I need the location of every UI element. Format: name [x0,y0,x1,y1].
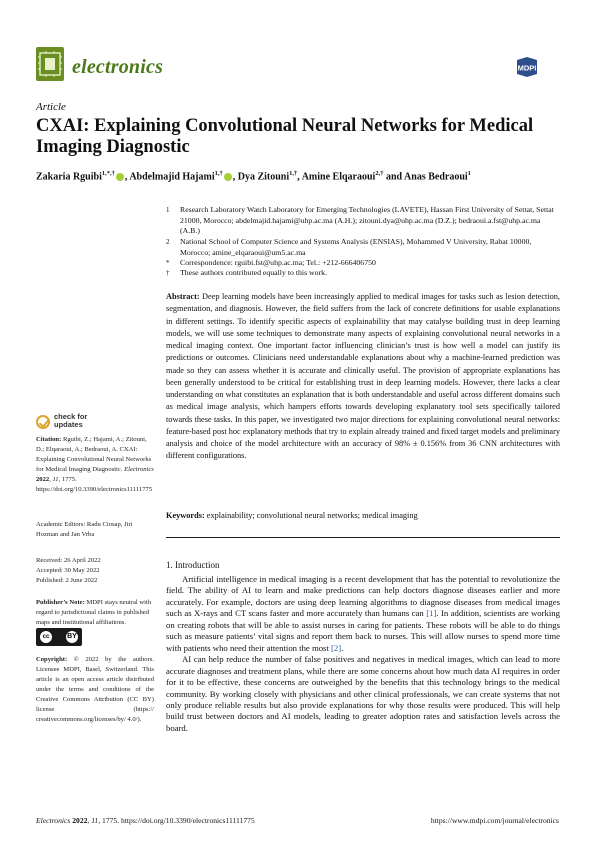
accepted-date: Accepted: 30 May 2022 [36,567,100,574]
check-for-updates-button[interactable] [36,413,96,435]
section-heading [166,560,220,570]
cc-icon: cc [40,631,52,643]
author-separator: , [297,171,302,183]
keywords-label: Keywords: [166,511,205,520]
orcid-icon[interactable] [224,173,232,181]
author-name: Anas Bedraoui [404,171,468,183]
citation-link[interactable]: [2] [331,642,342,653]
journal-logo-icon [36,47,64,81]
citation-volume: 11 [52,476,59,483]
section-number: 1. [166,560,173,570]
cc-by-license-icon[interactable] [36,628,82,646]
affiliation-mark: † [166,269,170,277]
footer-citation: Electronics 2022, 11, 1775. https://doi.org/10.3390/electronics11111775 [36,816,255,825]
author-name: Dya Zitouni [237,171,290,183]
publisher-note-text: MDPI stays neutral with regard to jurisdictional claims in published maps and institutional affiliations. [36,599,152,626]
abstract-label: Abstract: [166,292,200,301]
author-list [36,167,576,183]
citation-block: Citation: Rguibi, Z.; Hajami, A.; Zitouni, D.; Elqaraoui, A.; Bedraoui, A. CXAI: Explaining Convolutional Neural Networks for Medical Imaging Diagnostic. Electronics 2022, 11, 1775. https://doi.org/10.3390/electronics11111775 [36,436,154,493]
author-separator: and [383,171,405,183]
affiliation-mark: 1 [166,206,170,214]
footer-journal-url[interactable]: https://www.mdpi.com/journal/electronics [430,816,559,825]
introduction-body [166,574,560,734]
publisher-note-label: Publisher’s Note: [36,599,85,606]
affiliation-1 [166,205,561,237]
footer-doi[interactable]: , 1775. https://doi.org/10.3390/electronics11111775 [98,816,255,825]
received-date: Received: 26 April 2022 [36,557,101,564]
abstract [166,291,560,463]
affiliation-mark: * [166,259,170,267]
citation-doi[interactable]: , 1775. https://doi.org/10.3390/electronics11111775 [36,476,153,493]
abstract-text: Deep learning models have been increasingly applied to medical images for tasks such as lesion detection, segmentation, and diagnosis. However, the field suffers from the lack of concrete definitions for usable explanations in different settings. To identify specific aspects of explainability that may catalyse building trust in deep learning models, we will use some techniques to demonstrate many aspects of explaining convolutional neural networks in a medical imaging context. One important factor influencing clinician’s trust is how well a model can justify its predictions or outcomes. Clinicians need understandable explanations about why a machine-learned prediction was made so they can assess whether it is accurate and clinically useful. The provision of appropriate explanations has been generally understood to be critical for establishing trust in deep learning models. However, there lacks a clear understanding on what constitutes an explanation that is both understandable and useful across different domains such as medical image analysis, which hampers efforts towards developing explanatory tool sets specifically tailored towards these tasks. In this paper, we investigated two major directions for explaining convolutional neural networks: feature-based post hoc explanatory methods that try to explain already trained and fixed target models and preliminary analysis and choice of the model architecture with an accuracy of 98% ± 0.156% from 36 CNN architectures with different configurations. [166,292,560,461]
keywords-text: explainability; convolutional neural networks; medical imaging [206,511,418,520]
affiliation-text: Research Laboratory Watch Laboratory for Emerging Technologies (LAVETE), Hassan First University of Settat, Settat 21000, Morocco; abdelmajid.hajami@uhp.ac.ma (A.H.); zitouni.dya@uhp.ac.ma (D.Z.); bedraoui.a.fst@uhp.ac.ma (A.B.) [180,205,554,236]
published-date: Published: 2 June 2022 [36,577,98,584]
section-title: Introduction [175,560,220,570]
section-divider [166,537,560,538]
affiliation-text: These authors contributed equally to this work. [180,268,328,277]
copyright-text: © 2022 by the authors. Licensee MDPI, Basel, Switzerland. This article is an open access article distributed under the terms and conditions of the Creative Commons Attribution (CC BY) license (https:// creativecommons.org/licenses/by/ 4.0/). [36,656,154,723]
affiliation-2 [166,237,561,258]
mdpi-logo-icon [514,56,560,78]
author-affiliation-marks: 1,*,† [101,170,115,177]
journal-name: electronics [72,56,164,78]
affiliation-mark: 2 [166,238,170,246]
copyright-notice [36,655,154,725]
footer-journal: Electronics [36,816,71,825]
author-name: Abdelmajid Hajami [129,171,215,183]
citation-text: Rguibi, Z.; Hajami, A.; Zitouni, D.; Elqaraoui, A.; Bedraoui, A. CXAI: Explaining Convolutional Neural Networks for Medical Imaging Diagnostic. [36,436,152,473]
citation-label: Citation: [36,436,62,443]
citation-link[interactable]: [1] [426,608,437,619]
check-updates-line1: check for [54,412,88,421]
paper-title: CXAI: Explaining Convolutional Neural Networks for Medical Imaging Diagnostic [36,116,534,157]
affiliation-correspondence [166,258,561,269]
affiliation-text: Correspondence: rguibi.fst@uhp.ac.ma; Tel.: +212-666406750 [180,258,376,267]
check-updates-line2: updates [54,420,83,429]
affiliation-text: National School of Computer Science and Systems Analysis (ENSIAS), Mohammed V University, Rabat 10000, Morocco; amine_elqaraoui@um5.ac.ma [180,237,532,257]
author-name: Zakaria Rguibi [36,171,102,183]
footer-year: 2022 [72,816,88,825]
copyright-label: Copyright: [36,656,68,663]
publisher-note [36,598,154,628]
paragraph [166,574,560,654]
check-updates-icon [36,415,50,429]
check-updates-label [54,413,87,429]
citation-year: 2022 [36,476,50,483]
by-icon: BY [66,631,78,643]
article-type: Article [36,101,66,113]
keywords [166,510,560,522]
author-affiliation-marks: 2,† [375,170,384,177]
affiliation-equal-contribution [166,268,561,279]
academic-editors: Academic Editors: Radu Ciosap, Jiri Hozman and Jan Vrba [36,521,133,538]
author-separator: , [124,171,130,183]
paragraph-text: . [341,642,344,653]
paragraph-text: . In addition, scientists are working on creating robots that will be able to assist nurses in caring for patients. These robots will be able to do things such as measure patients’ vital signs and report them back to nurses. This will allow nurses to spend more time with patients who need their attention the most [166,608,560,653]
paragraph-text: Artificial intelligence in medical imaging is a recent development that has the potential to revolutionize the field. The ability of AI to learn and make predictions can help doctors diagnose diseases earlier and more accurately. For example, doctors are using deep learning algorithms to diagnose diseases from medical images such as X-rays and CT scans faster and more accurately than humans can [166,574,560,619]
paragraph: AI can help reduce the number of false positives and negatives in medical images, which can lead to more accurate diagnoses and treatment plans, while there are some concerns about how much data AI requires in order for it to be effective, these concerns are outweighed by the benefits that this technology brings to the medical community. By working closely with physicians and other clinical professionals, we can create systems that not only produce reliable results but also provide explanations for why those results were produced. This will help build trust between doctors and AI models, leading to greater adoption rates and satisfaction levels across the board. [166,654,560,733]
footer-volume: 11 [91,816,99,825]
author-name: Amine Elqaraoui [301,171,376,183]
author-affiliation-marks: 1 [467,170,471,177]
author-affiliation-marks: 1,† [289,170,298,177]
author-affiliation-marks: 1,† [214,170,223,177]
author-separator: , [232,171,238,183]
orcid-icon[interactable] [116,173,124,181]
mdpi-logo-text: MDPI [517,63,537,73]
citation-journal: Electronics [124,466,154,473]
